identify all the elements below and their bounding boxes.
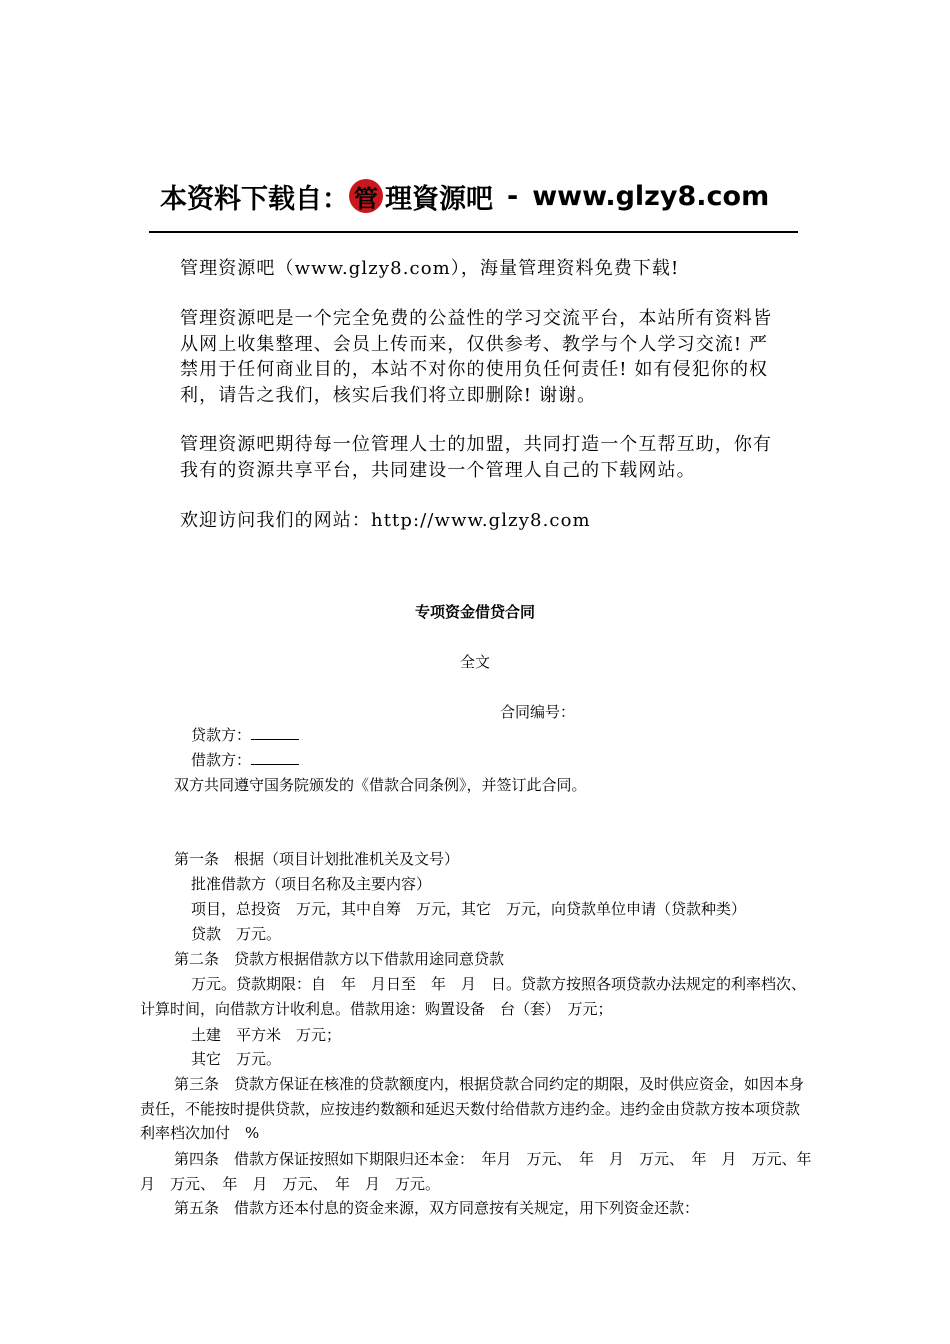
header-divider [149,231,798,233]
borrower-blank [251,750,299,765]
banner-site-name: 理資源吧 [385,183,493,215]
contract-intro: 双方共同遵守国务院颁发的《借款合同条例》，并签订此合同。 [174,776,587,794]
lender-blank [251,725,299,740]
download-source-banner [160,176,780,216]
article-2-paragraph: 万元。贷款期限：自 年 月日至 年 月 日。贷款方按照各项贷款办法规定的利率档次、计算时间，向借款方计收利息。借款用途：购置设备 台（套） 万元； [140,975,807,1018]
article-1-approval-line: 批准借款方（项目名称及主要内容） [191,875,432,893]
article-2-line: 第二条 贷款方根据借款方以下借款用途同意贷款 [174,950,505,968]
article-5-line: 第五条 借款方还本付息的资金来源，双方同意按有关规定，用下列资金还款： [174,1199,700,1217]
site-logo-icon: 管 [349,179,383,213]
article-3-paragraph: 第三条 贷款方保证在核准的贷款额度内，根据贷款合同约定的期限，及时供应资金，如因本身责任，不能按时提供贷款，应按违约数额和延迟天数付给借款方违约金。违约金由贷款方按本项贷款利率档次加付 % [140,1075,805,1142]
article-2-civil-line: 土建 平方米 万元； [191,1026,342,1044]
borrower-line [191,749,299,770]
notice-paragraph-invite: 管理资源吧期待每一位管理人士的加盟，共同打造一个互帮互助，你有我有的资源共享平台，共同建设一个管理人自己的下载网站。 [180,434,773,481]
banner-dash: - [507,180,519,212]
borrower-label: 借款方： [191,751,252,769]
notice-paragraph-disclaimer: 管理资源吧是一个完全免费的公益性的学习交流平台，本站所有资料皆从网上收集整理、会员上传而来，仅供参考、教学与个人学习交流! 严禁用于任何商业目的，本站不对你的使用负任何责任! 如有侵犯你的权利，请告之我们，核实后我们将立即删除! 谢谢。 [180,308,773,406]
article-1-investment-line: 项目，总投资 万元，其中自筹 万元，其它 万元，向贷款单位申请（贷款种类） [191,900,747,918]
banner-url[interactable]: www.glzy8.com [532,180,770,212]
contract-number-label: 合同编号： [500,703,576,721]
notice-line-1: 管理资源吧（www.glzy8.com），海量管理资料免费下载! [180,258,680,279]
lender-line [191,724,299,745]
contract-subtitle: 全文 [459,653,490,671]
article-1-line: 第一条 根据（项目计划批准机关及文号） [174,850,460,868]
article-1-loan-amount-line: 贷款 万元。 [191,925,282,943]
notice-website-line[interactable]: 欢迎访问我们的网站：http://www.glzy8.com [180,510,591,531]
lender-label: 贷款方： [191,726,252,744]
article-2-other-line: 其它 万元。 [191,1050,282,1068]
contract-title: 专项资金借贷合同 [414,603,535,621]
article-4-paragraph: 第四条 借款方保证按照如下期限归还本金： 年月 万元、 年 月 万元、 年 月 万元、年 月 万元、 年 月 万元、 年 月 万元。 [140,1150,827,1193]
banner-prefix: 本资料下载自： [160,183,349,215]
